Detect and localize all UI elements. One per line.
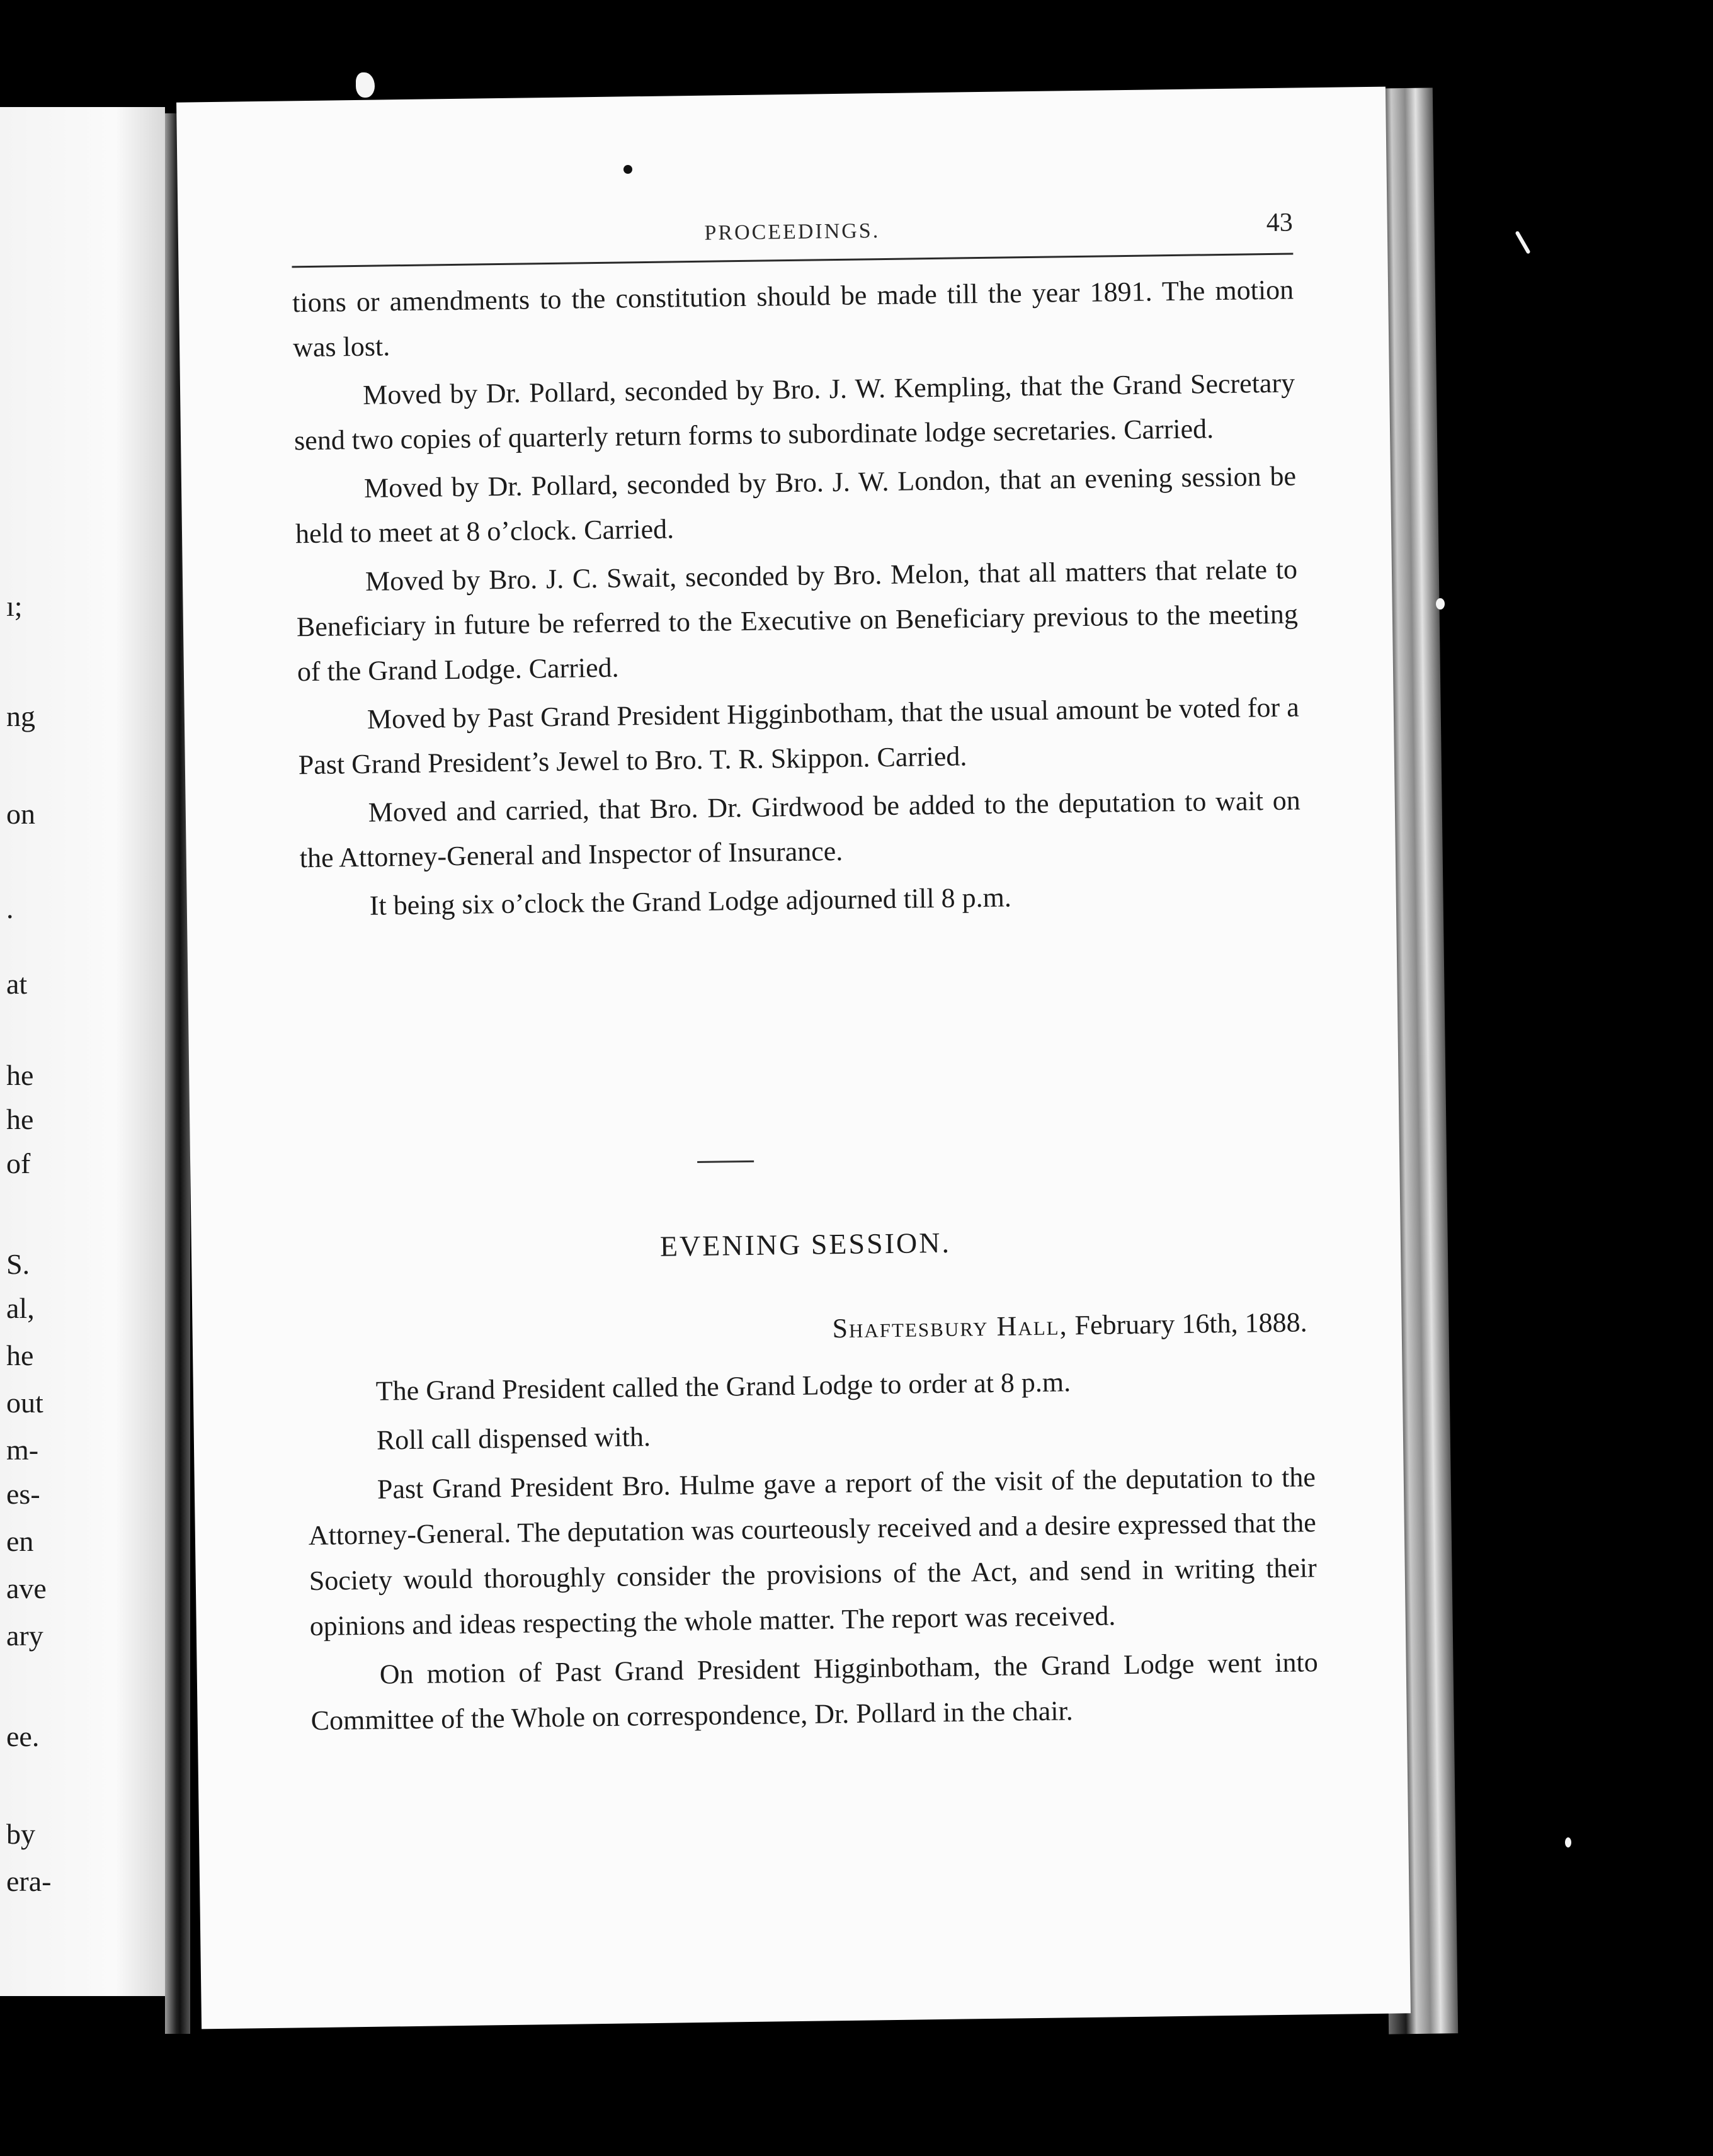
left-page-fragment: m- bbox=[6, 1434, 39, 1466]
left-page-fragment: era- bbox=[6, 1865, 52, 1897]
running-title: PROCEEDINGS. bbox=[704, 219, 880, 245]
left-page-fragment: S. bbox=[6, 1248, 30, 1280]
left-page-fragment: by bbox=[6, 1818, 35, 1850]
paragraph: Moved by Bro. J. C. Swait, seconded by Bro. Melon, that all matters that relate to Beneficiary in future be referred to the Executive on Beneficiary previous to the meeting of the Grand Lodge. Carried. bbox=[296, 553, 1299, 688]
dust-speck bbox=[1515, 230, 1530, 254]
left-page-fragment: at bbox=[6, 968, 28, 1000]
left-page-fragment: es- bbox=[6, 1478, 40, 1510]
left-page-fragment: ave bbox=[6, 1572, 47, 1604]
paragraph: Moved by Dr. Pollard, seconded by Bro. J. W. London, that an evening session be held to meet at 8 o’clock. Carried. bbox=[295, 460, 1297, 550]
paragraph: On motion of Past Grand President Higginbotham, the Grand Lodge went into Committee of the Whole on correspondence, Dr. Pollard in the chair. bbox=[310, 1647, 1318, 1737]
paragraph: Past Grand President Bro. Hulme gave a report of the visit of the deputation to the Attorney-General. The deputation was courteously received and a desire expressed that the Society would thoroughly consider the provisions of the Act, and send in writing their opinions and ideas respecting the whole matter. The report was received. bbox=[308, 1461, 1317, 1642]
left-page-fragment: ee. bbox=[6, 1720, 40, 1752]
book-page bbox=[176, 87, 1411, 2029]
dust-speck bbox=[1565, 1837, 1571, 1847]
running-head bbox=[292, 208, 1294, 259]
paragraph: Moved and carried, that Bro. Dr. Girdwood be added to the deputation to wait on the Attorney-General and Inspector of Insurance. bbox=[299, 785, 1301, 874]
dust-speck bbox=[1436, 598, 1445, 610]
dust-speck bbox=[623, 165, 632, 174]
paragraph: The Grand President called the Grand Lodge to order at 8 p.m. bbox=[375, 1366, 1071, 1407]
left-page-fragment: ng bbox=[6, 700, 35, 732]
left-page-fragment: he bbox=[6, 1339, 34, 1371]
left-page-fragment: he bbox=[6, 1059, 34, 1091]
section-divider bbox=[697, 1160, 754, 1163]
dateline-place: Shaftesbury Hall, bbox=[832, 1310, 1068, 1344]
paragraph: Moved by Past Grand President Higginbotham, that the usual amount be voted for a Past Grand President’s Jewel to Bro. T. R. Skippon. Carried. bbox=[298, 691, 1300, 781]
left-page-fragment: ary bbox=[6, 1620, 43, 1652]
left-page-fragment: on bbox=[6, 798, 35, 830]
left-page-fragment: out bbox=[6, 1387, 43, 1419]
dateline-date: February 16th, 1888. bbox=[1074, 1307, 1307, 1341]
left-page-fragment: . bbox=[6, 892, 14, 924]
paragraph: Roll call dispensed with. bbox=[376, 1421, 651, 1456]
paragraph: tions or amendments to the constitution should be made till the year 1891. The motion was lost. bbox=[292, 274, 1294, 363]
left-page-fragment: al, bbox=[6, 1292, 35, 1324]
section-heading: EVENING SESSION. bbox=[659, 1226, 952, 1262]
dateline bbox=[832, 1306, 1307, 1344]
left-page-fragment: of bbox=[6, 1147, 31, 1179]
paragraph: Moved by Dr. Pollard, seconded by Bro. J. W. Kempling, that the Grand Secretary send two copies of quarterly return forms to subordinate lodge secretaries. Carried. bbox=[293, 367, 1295, 457]
evening-minutes bbox=[306, 1356, 1319, 1747]
dust-speck bbox=[356, 72, 375, 98]
page-number: 43 bbox=[1266, 208, 1294, 238]
paragraph: It being six o’clock the Grand Lodge adjourned till 8 p.m. bbox=[369, 882, 1012, 921]
left-page-edge bbox=[0, 107, 165, 1996]
left-page-fragment: he bbox=[6, 1103, 34, 1135]
left-page-fragment: ı; bbox=[6, 590, 23, 622]
afternoon-minutes bbox=[292, 268, 1302, 933]
left-page-fragment: en bbox=[6, 1525, 34, 1557]
